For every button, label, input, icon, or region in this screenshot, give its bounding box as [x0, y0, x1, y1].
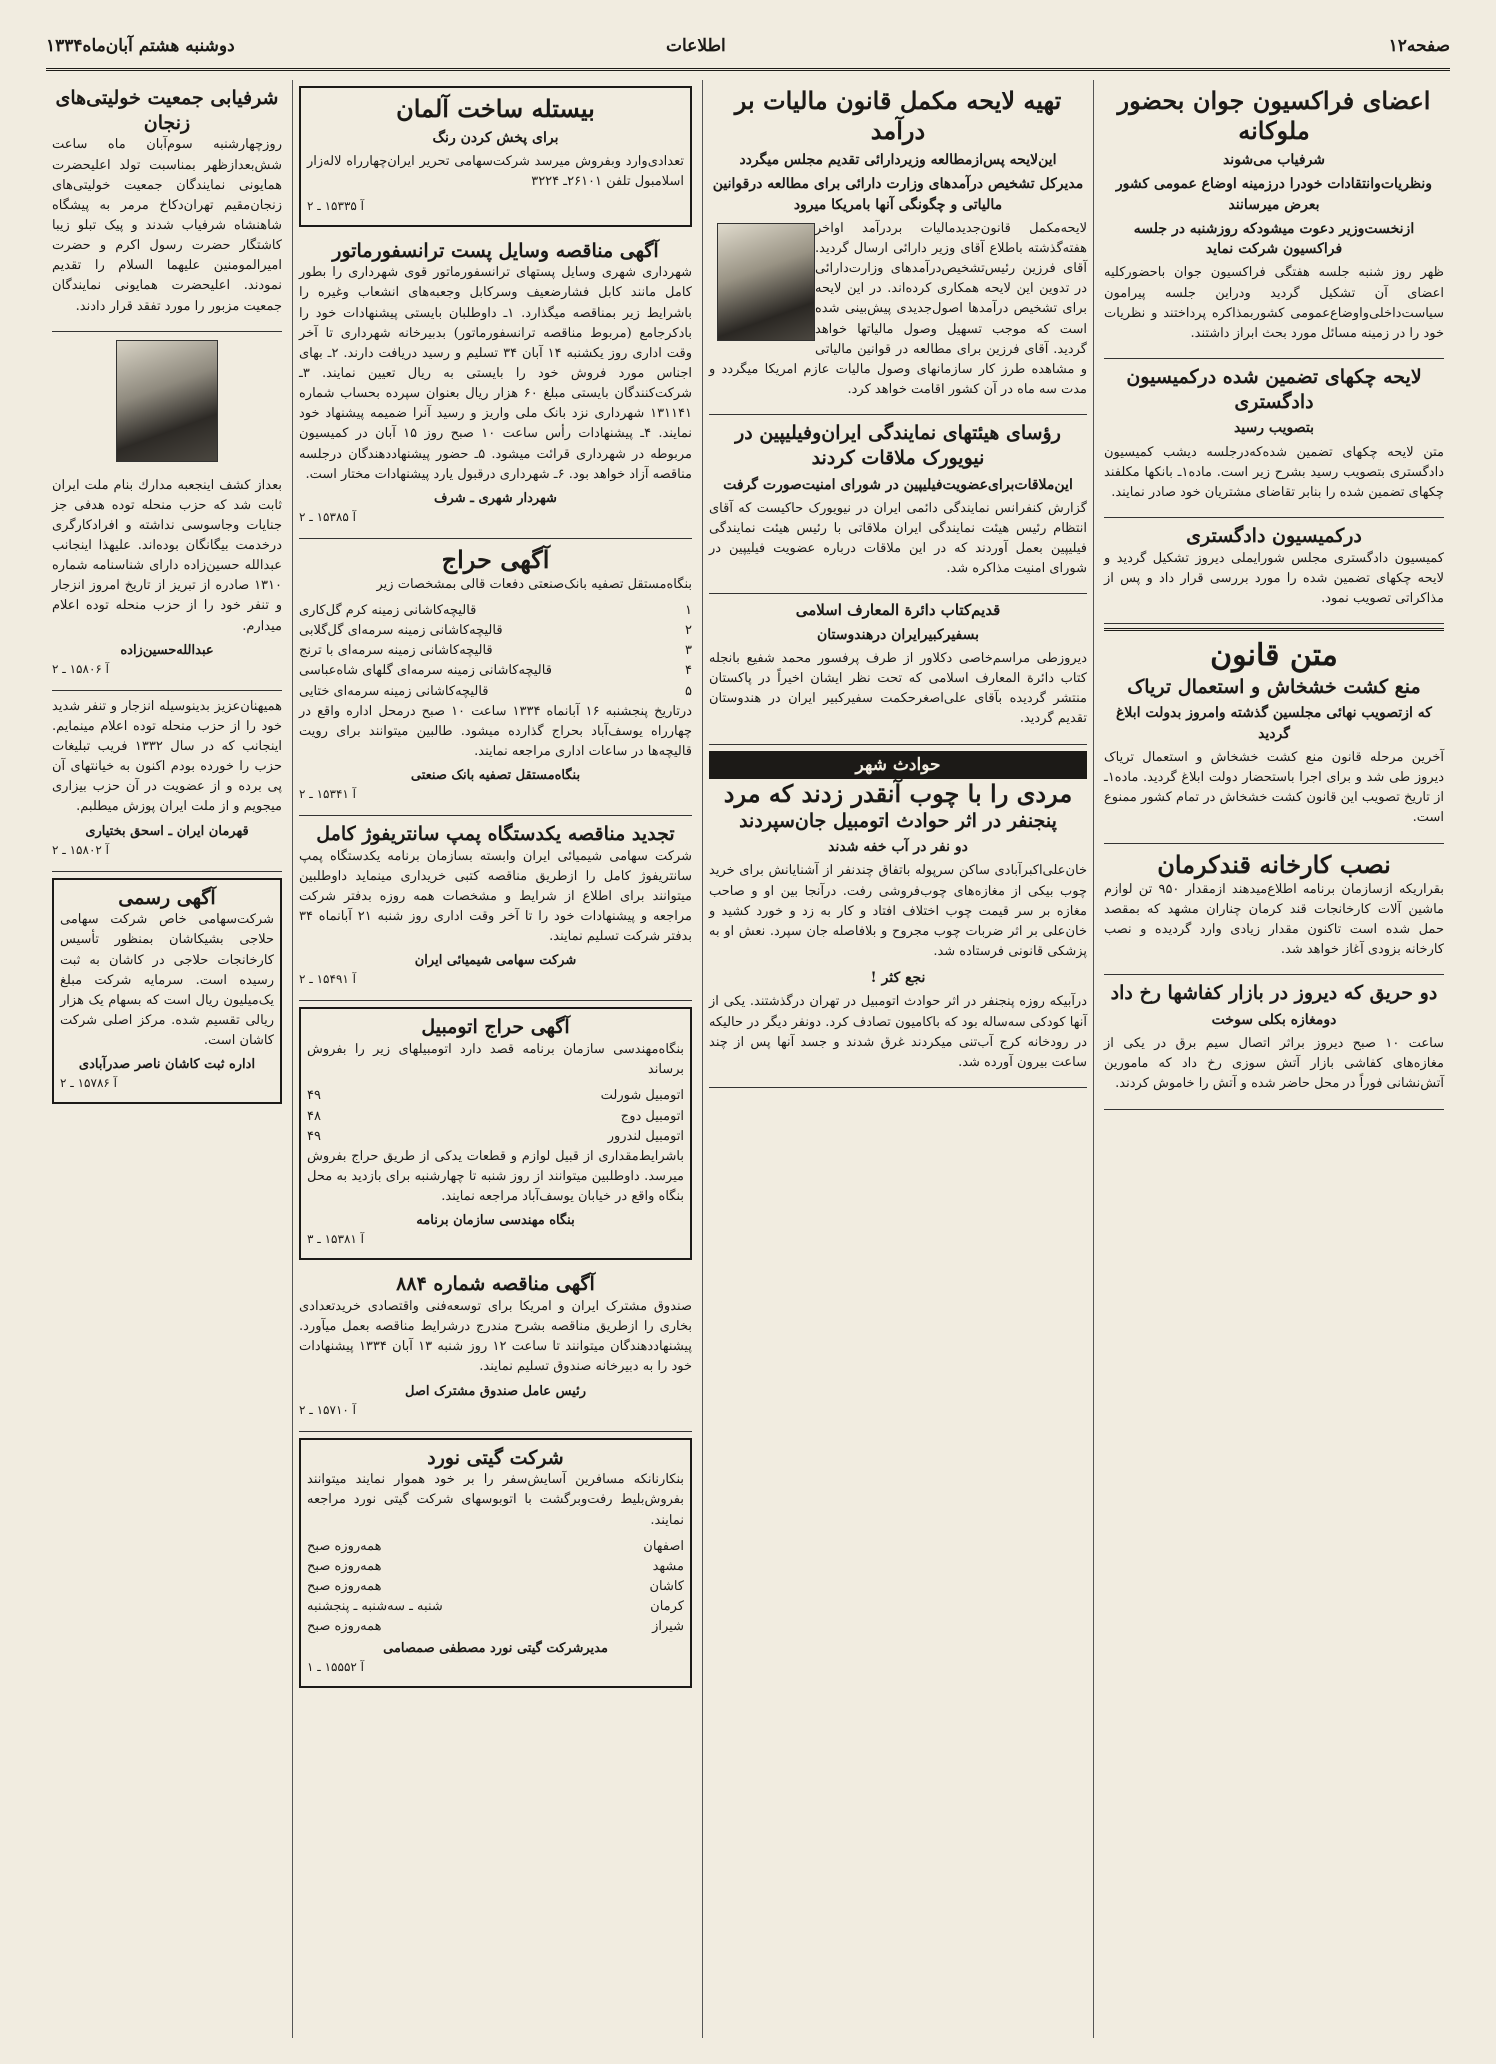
- list-item: کاشان همه‌روزه صبح: [307, 1578, 684, 1594]
- cables-ref: آ ۱۵۳۳۵ ـ ۲: [307, 198, 364, 213]
- official-title: آگهی رسمی: [118, 886, 216, 909]
- newspaper-page: [46, 28, 1450, 2038]
- list-item: اصفهان همه‌روزه صبح: [307, 1538, 684, 1554]
- fraction-sub3: ازنخست‌وزیر دعوت میشودکه روزشنبه در جلسه فراکسیون شرکت نماید: [1133, 220, 1415, 258]
- delegation-text: گزارش کنفرانس نمایندگی دائمی ایران در نیویورک حاکیست که آقای انتظام رئیس هیئت نمایندگی ایران ملاقاتی با رئیس هیئت نمایندگی فیلیپین بعمل آوردند که در این ملاقات درباره عضویت فیلیپین در شورای امنیت مذاکره شد.: [709, 500, 1087, 577]
- law-article: [1104, 628, 1444, 843]
- tender3-ad: [299, 1266, 692, 1431]
- law-sub1: منع کشت خشخاش و استعمال تریاک: [1127, 675, 1421, 698]
- tender3-sign: رئیس عامل صندوق مشترک اصل: [405, 1383, 586, 1399]
- portrait-photo: [717, 223, 815, 341]
- law-sub2: که ازتصویب نهائی مجلسین گذشته وامروز بدولت ابلاغ گردید: [1116, 705, 1432, 742]
- fire-article: [1104, 975, 1444, 1109]
- list-item: شیراز همه‌روزه صبح: [307, 1619, 684, 1635]
- accident-sub3: نجع کثر !: [870, 970, 926, 987]
- cars-intro: بنگاه‌مهندسی سازمان برنامه قصد دارد اتومبیلهای زیر را بفروش برساند: [307, 1042, 684, 1078]
- bill-article: [1104, 359, 1444, 518]
- tender1-ref: آ ۱۵۳۸۵ ـ ۲: [299, 509, 356, 524]
- justice-text: کمیسیون دادگستری مجلس شورایملی دیروز تشکیل گردید و لایحه چکهای تضمین شده را مورد بررسی قرار داد و پس از مذاکراتی تصویب نمود.: [1104, 550, 1444, 607]
- tender1-text: شهرداری شهری وسایل پستهای ترانسفورماتور قوی شهرداری را بطور کامل مانند کابل فشارضعیف وسرکابل وجعبه‌های انشعاب وغیره را باشرایط زیر بمناقصه میگذارد. ۱ـ داوطلبان بایستی پیشنهادات خود را بادکرجامع (مربوط مناقصه ترانسفورماتور) بدبیرخانه شهرداری تا آخر وقت اداری روز یکشنبه ۱۴ آبان ۳۴ تسلیم و رسید دریافت دارند. ۲ـ بهای اجناس مورد فروش خود را بایستی به ریال تعیین نمایند. ۳ـ شرکت‌کنندگان بایستی مبلغ ۶۰ هزار ریال بعنوان سپرده بحساب شماره ۱۳۱۱۴۱ شهرداری نزد بانک ملی واریز و رسید آنرا ضمیمه پیشنهاد خود نمایند. ۴ـ پیشنهادات رأس ساعت ۱۰ صبح روز ۱۵ آبان در کمیسیون مربوطه در شهرداری قرائت میشود. ۵ـ حضور پیشنهاددهندگان درجلسه مناقصه آزاد خواهد بود. ۶ـ شهرداری درقبول یارد پیشنهادات مختار است.: [299, 265, 693, 482]
- justice-article: [1104, 518, 1444, 624]
- tender3-title: آگهی مناقصه شماره ۸۸۴: [396, 1273, 595, 1296]
- list-item: اتومبیل لندرور ۴۹: [307, 1128, 684, 1144]
- tender2-title: تجدید مناقصه یکدستگاه پمپ سانتریفوژ کامل: [316, 823, 675, 846]
- tender1-sign: شهردار شهری ـ شرف: [434, 490, 557, 506]
- book-sub: بسفیرکبیرایران درهندوستان: [816, 626, 980, 643]
- factory-text: بقراریکه ازسازمان برنامه اطلاع‌میدهند ازمقدار ۹۵۰ تن لوازم ماشین آلات کارخانجات قند کرمان چناران مشهد که بمقصد حمل شده است تاکنون مقدار زیادی وارد گردیده و نصب کارخانه بزودی آغاز خواهد شد.: [1104, 881, 1444, 958]
- city-news-banner: حوادث شهر: [709, 751, 1087, 779]
- paper-name: اطلاعات: [666, 36, 726, 56]
- column-1: [1098, 80, 1450, 2038]
- notice-text: بعداز کشف اینجعبه مدارك بنام ملت ایران ثابت شد که حزب منحله توده هدفی جز جنایات وجاسوسی نداشته و افرادکارگری درخدمت بیگانگان بوده‌اند. علیهذا اینجانب عبدالله حسین‌زاده دارای شناسنامه شماره ۱۳۱۰ صادره از تبریز از تاریخ امروز انزجار و تنفر خود را از حزب منحله توده اعلام میدارم.: [52, 477, 282, 634]
- tax-text: لایحه‌مکمل قانون‌جدیدمالیات بردرآمد اواخر هفته‌گذشته باطلاع آقای وزیر دارائی ارسال گردید. آقای فرزین رئیس‌تشخیص‌درآمدهای وزارت‌دارائی در تدوین این لایحه همکاری کرده‌اند. در این لایحه برای تشخیص درآمدها اصول‌جدیدی پیش‌بینی شده است که موجب تسهیل وصول مالیاتها خواهد گردید. آقای فرزین برای مطالعه در قوانین مالیاتی و مشاهده طرز کار سازمانهای وصول مالیات عازم امریکا میگردد و مدت سه ماه در آن کشور اقامت خواهد کرد.: [709, 220, 1087, 398]
- travel-sign: مدیرشرکت گیتی نورد مصطفی صمصامی: [383, 1641, 608, 1657]
- law-title: متن قانون: [1210, 638, 1338, 674]
- travel-ref: آ ۱۵۵۵۲ ـ ۱: [307, 1660, 364, 1675]
- book-text: دیروزطی مراسم‌خاصی دکلاور از طرف پرفسور محمد شفیع بانجله کتاب دائرة المعارف اسلامی که تحت نظر ایشان اخیراً در پاکستان منتشر گردیده بآقای علی‌اصغرحکمت سفیرکبیر ایران در هندوستان تقدیم گردید.: [709, 650, 1087, 727]
- cables-text: تعدادی‌وارد وبفروش میرسد شرکت‌سهامی تحریر ایران‌چهارراه لاله‌زار اسلامبول تلفن ۲۶۱۰۱‌ـ ۳۲۲۴: [307, 154, 684, 190]
- book-title: قدیم‌کتاب دائرة المعارف اسلامی: [795, 601, 1001, 620]
- issue-date: دوشنبه هشتم آبان‌ماه۱۳۳۴: [46, 36, 235, 56]
- notice2-sign: قهرمان ایران ـ اسحق بختیاری: [85, 823, 249, 839]
- list-item: کرمان شنبه ـ سه‌شنبه ـ پنجشنبه: [307, 1599, 684, 1615]
- list-item: اتومبیل دوج ۴۸: [307, 1108, 684, 1124]
- cars-text: باشرایط‌مقداری از قبیل لوازم و قطعات یدکی از طریق حراج بفروش میرسد. داوطلبین میتوانند از روز شنبه تا چهارشنبه برای بازدید به محل بنگاه واقع در خیابان یوسف‌آباد مراجعه نمایند.: [307, 1148, 684, 1205]
- notice-ref: آ ۱۵۸۰۶ ـ ۲: [52, 661, 109, 676]
- tender2-ref: آ ۱۵۴۹۱ ـ ۲: [299, 972, 356, 987]
- fraction-sub1: شرفیاب می‌شوند: [1222, 152, 1326, 168]
- cars-title: آگهی حراج اتومبیل: [421, 1016, 570, 1039]
- tender1-ad: [299, 233, 692, 539]
- tender2-sign: شرکت سهامی شیمیائی ایران: [414, 953, 577, 969]
- bill-title: لایحه چکهای تضمین شده درکمیسیون دادگستری: [1126, 366, 1422, 413]
- auction-title: آگهی حراج: [441, 544, 550, 574]
- travel-ad: [299, 1438, 692, 1689]
- list-item: ۵ قالیچه‌کاشانی زمینه سرمه‌ای ختایی: [299, 683, 692, 699]
- cables-title: بیستله ساخت آلمان: [396, 94, 595, 123]
- book-article: [709, 594, 1087, 744]
- cars-ref: آ ۱۵۳۸۱ ـ ۳: [307, 1232, 364, 1247]
- cars-sign: بنگاه مهندسی سازمان برنامه: [416, 1213, 575, 1229]
- factory-title: نصب کارخانه قندکرمان: [1157, 849, 1391, 879]
- delegation-article: [709, 415, 1087, 594]
- auction-text: درتاریخ پنجشنبه ۱۶ آبانماه ۱۳۳۴ ساعت ۱۰ صبح درمحل اداره واقع در چهارراه یوسف‌آباد بحراج گذارده میشود. طالبین میتوانند برای رویت قالیچه‌ها در ساعات اداری مراجعه نمایند.: [299, 703, 693, 759]
- page-number: صفحه۱۲: [1388, 36, 1450, 56]
- factory-article: [1104, 844, 1444, 976]
- masthead: [46, 28, 1450, 71]
- accident-text: خان‌علی‌اکبرآبادی ساکن سرپوله باتفاق چندنفر از آشنایانش برای خرید چوب بیکی از مغازه‌های چوب‌فروشی رفت. درآنجا بین او و صاحب مغازه بر سر قیمت چوب اختلاف افتاد و کار به زد و خورد کشید و خان‌علی بر اثر ضربات چوب مجروح و بلافاصله جان سپرد. نعش او به پزشکی قانونی فرستاده شد.: [709, 863, 1087, 960]
- list-item: مشهد همه‌روزه صبح: [307, 1558, 684, 1574]
- tender3-text: صندوق مشترک ایران و امریکا برای توسعه‌فنی واقتصادی خریدتعدادی بخاری را ازطریق مناقصه بشرح مندرج درشرایط مناقصه بعمل میآورد. پیشنهاددهندگان میتوانند تا ساعت ۱۲ روز شنبه ۱۳ آبان ۱۳۳۴ پیشنهادات خود را به دبیرخانه صندوق تسلیم نمایند.: [299, 1298, 692, 1375]
- fire-sub: دومغازه بکلی سوخت: [1211, 1011, 1337, 1028]
- official-ad: [52, 878, 282, 1105]
- society-title: شرفیابی جمعیت خولیتی‌های زنجان: [55, 87, 279, 134]
- justice-title: درکمیسیون دادگستری: [1186, 525, 1362, 548]
- accident-sub: پنجنفر در اثر حوادث اتومبیل جان‌سپردند: [739, 809, 1057, 832]
- tender2-text: شرکت سهامی شیمیائی ایران وابسته بسازمان برنامه یکدستگاه پمپ سانتریفوژ کامل را ازطریق مناقصه کتبی خریداری مینماید داوطلبین میتوانند برای اطلاع از شرایط و مشخصات همه روزه بدفتر شرکت مراجعه و پیشنهادات خود را تا آخر وقت اداری روز شنبه ۲۱ آبانماه ۳۴ بدفتر شرکت تسلیم نمایند.: [299, 848, 692, 945]
- fraction-sub2: ونظریات‌وانتقادات خودرا درزمینه اوضاع عمومی کشور بعرض میرسانند: [1115, 176, 1433, 213]
- auction-ref: آ ۱۵۳۴۱ ـ ۲: [299, 787, 356, 802]
- travel-text: بنکارنانکه مسافرین آسایش‌سفر را بر خود هموار نمایند میتوانند بفروش‌بلیط‌ رفت‌وبرگشت با اتوبوسهای شرکت گیتی نورد مراجعه نمایند.: [307, 1472, 684, 1528]
- list-item: ۱ قالیچه‌کاشانی زمینه کرم گل‌کاری: [299, 602, 692, 618]
- column-3: [292, 80, 698, 2038]
- notice2-ad: [52, 691, 282, 872]
- list-item: ۳ قالیچه‌کاشانی زمینه سرمه‌ای با ترنج: [299, 643, 692, 659]
- tender1-title: آگهی مناقصه وسایل پست ترانسفورماتور: [332, 239, 659, 262]
- notice2-ref: آ ۱۵۸۰۲ ـ ۲: [52, 842, 109, 857]
- tender2-ad: [299, 816, 692, 1001]
- fire-text: ساعت ۱۰ صبح دیروز براثر اتصال سیم برق در یکی از مغازه‌های کفاشی بازار آتش سوزی رخ داد که مامورین آتش‌نشانی فوراً در محل حاضر شده و آتش را خاموش کردند.: [1104, 1036, 1444, 1092]
- list-item: ۲ قالیچه‌کاشانی زمینه سرمه‌ای گل‌گلابی: [299, 623, 692, 639]
- cables-ad: [299, 86, 692, 227]
- auction-list: [299, 601, 692, 702]
- notice-photo: [116, 340, 218, 462]
- bill-sub: بتصویب رسید: [1233, 420, 1315, 437]
- auction-sign: بنگاه‌مستقل تصفیه بانک صنعتی: [410, 768, 581, 784]
- auction-intro: بنگاه‌مستقل تصفیه بانک‌صنعتی دفعات قالی بمشخصات زیر: [376, 576, 692, 592]
- tax-title: تهیه لایحه مکمل قانون مالیات بر درآمد: [734, 86, 1062, 145]
- official-ref: آ ۱۵۷۸۶ ـ ۲: [60, 1076, 117, 1091]
- delegation-sub: این‌ملاقات‌برای‌عضویت‌فیلیپین در شورای امنیت‌صورت گرفت: [723, 476, 1073, 493]
- accident-text2: درآبیکه روزه پنجنفر در اثر حوادث اتومبیل در تهران درگذشتند. یکی از آنها کودکی سه‌ساله بود که باکامیون تصادف کرد. دونفر دیگر در حالیکه در رودخانه کرج آب‌تنی میکردند غرق شدند و جسد آنها پس از چند ساعت بیرون آورده شد.: [709, 994, 1087, 1070]
- notice2-text: همیهنان‌عزیز بدینوسیله انزجار و تنفر شدید خود را از حزب منحله توده اعلام مینمایم. اینجانب که در سال ۱۳۳۲ فریب تبلیغات حزب را خورده بودم اکنون به خیانتهای آن پی برده و از عضویت در آن حزب بیزاری میجویم و از ملت ایران پوزش میطلبم.: [52, 698, 282, 815]
- cars-list: [307, 1086, 684, 1146]
- list-item: ۴ قالیچه‌کاشانی زمینه سرمه‌ای گلهای شاه‌عباسی: [299, 663, 692, 679]
- accident-sub2: دو نفر در آب خفه شدند: [828, 839, 968, 856]
- fire-title: دو حریق که دیروز در بازار کفاشها رخ داد: [1110, 982, 1438, 1005]
- society-text: روزچهارشنبه سوم‌آبان ماه ساعت شش‌بعدازظهر بمناسبت تولد اعلیحضرت همایونی نمایندگان جمعیت خولیتی‌های زنجان‌مقیم تهران‌دکاخ مرمر به پیشگاه شاهنشاه شرفیاب شدند و پیک تبلو زیبا کاشتگار حضرت رسول اکرم و حضرت امیرالمومنین علیهما السلام را تقدیم نمودند. اعلیحضرت همایونی نمایندگان جمعیت مزبور را مورد تفقد قرار دادند.: [52, 137, 282, 314]
- fraction-title: اعضای فراکسیون جوان بحضور ملوکانه: [1117, 86, 1431, 145]
- travel-title: شرکت گیتی نورد: [427, 1446, 564, 1469]
- accident-article: [709, 745, 1087, 1089]
- tender3-ref: آ ۱۵۷۱۰ ـ ۲: [299, 1402, 356, 1417]
- auction-ad: [299, 539, 692, 816]
- fraction-text: ظهر روز شنبه جلسه هفتگی فراکسیون جوان باحضورکلیه اعضای آن تشکیل گردید ودراین جلسه پیرامون سیاست‌داخلی‌واوضاع‌عمومی کشوربمذاکره پرداختند و نظریات خود را در زمینه مسائل مورد بحث ابراز داشتند.: [1104, 265, 1444, 341]
- law-text: آخرین مرحله قانون منع کشت خشخاش و استعمال تریاک دیروز طی شد و برای اجرا باستحضار دولت ابلاغ گردید. ماده۱ـ از تاریخ تصویب این قانون کشت خشخاش در تمام کشور ممنوع است.: [1104, 750, 1444, 826]
- bill-text: متن لایحه چکهای تضمین شده‌که‌درجلسه دیشب کمیسیون دادگستری بتصویب رسید بشرح زیر است. ماده۱ـ بانکها مکلفند چکهای تضمین شده را بنابر تقاضای مشتریان خود صادر نمایند.: [1104, 444, 1444, 500]
- notice-ad: [52, 470, 282, 691]
- accident-title: مردی را با چوب آنقدر زدند که مرد: [723, 778, 1073, 808]
- fraction-article: [1104, 80, 1444, 359]
- tax-sub2: مدیرکل تشخیص درآمدهای وزارت دارائی برای مطالعه درقوانین مالیاتی و چگونگی آنها بامریکا میرود: [712, 176, 1084, 213]
- notice-sign: عبدالله‌حسین‌زاده: [120, 642, 214, 658]
- column-4: [46, 80, 288, 2038]
- list-item: اتومبیل شورلت ۴۹: [307, 1088, 684, 1104]
- official-text: شرکت‌سهامی خاص شرکت سهامی حلاجی بشیکاشان بمنظور تأسیس کارخانجات حلاجی در کاشان به ثبت رسیده است. سرمایه شرکت مبلغ یک‌میلیون ریال است که بسهام یک هزار ریالی تقسیم شده. مرکز اصلی شرکت کاشان است.: [60, 912, 274, 1049]
- official-sign: اداره ثبت کاشان ناصر صدرآبادی: [78, 1057, 256, 1073]
- column-2: [702, 80, 1094, 2038]
- society-article: [52, 80, 282, 332]
- cables-sub: برای پخش کردن رنگ: [432, 130, 559, 146]
- tax-sub1: این‌لایحه پس‌ازمطالعه وزیردارائی تقدیم مجلس میگردد: [739, 152, 1057, 168]
- cars-ad: [299, 1007, 692, 1260]
- tax-article: [709, 80, 1087, 415]
- delegation-title: رؤسای هیئتهای نمایندگی ایران‌وفیلیپین در نیویورک ملاقات کردند: [735, 422, 1061, 469]
